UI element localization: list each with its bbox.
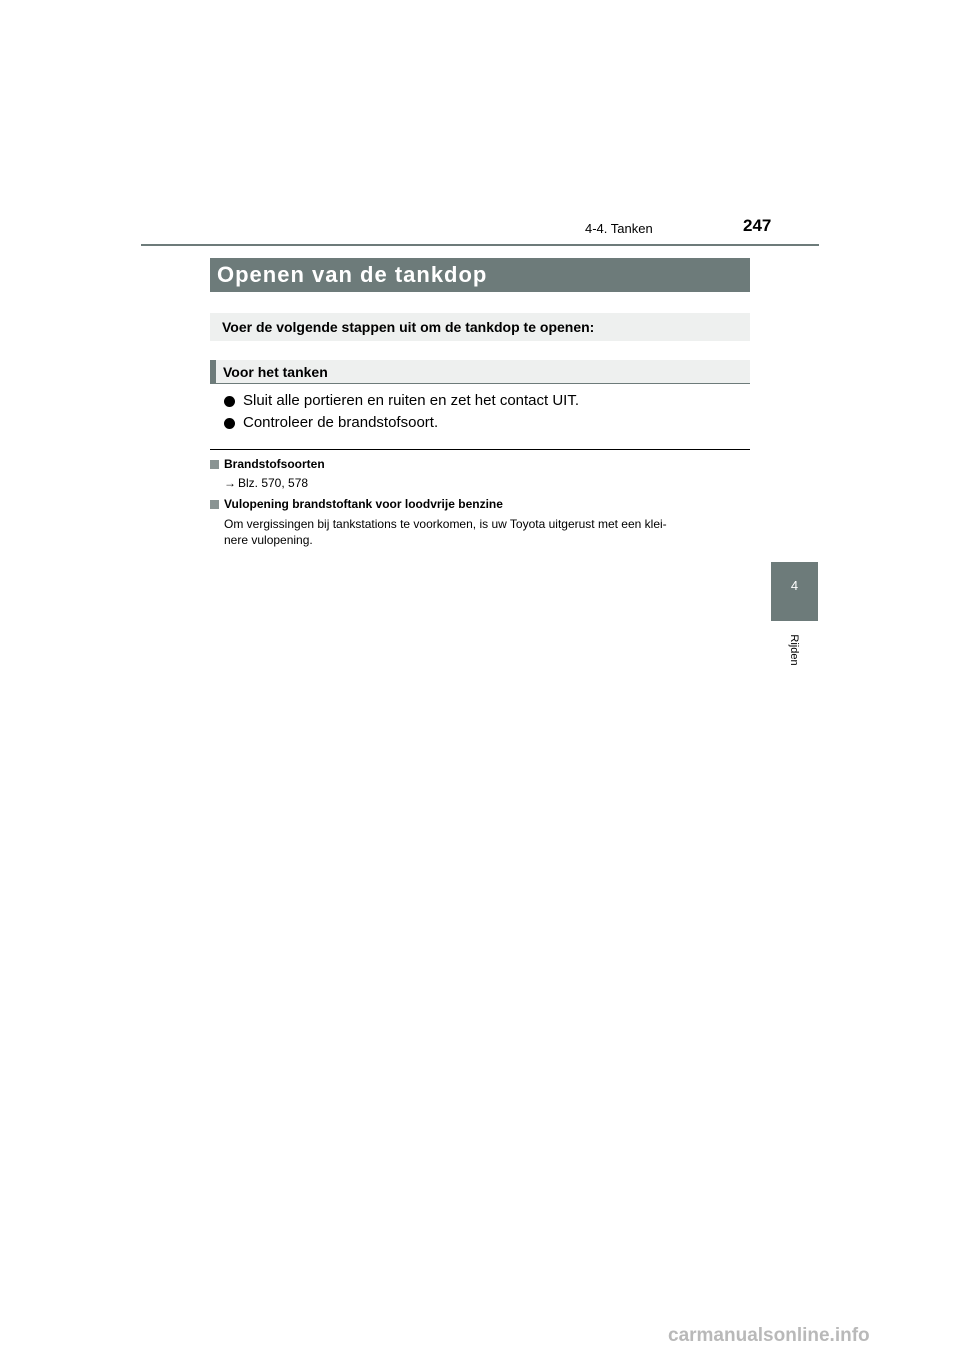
note-text [224,516,744,548]
bullet-icon [224,418,235,429]
arrow-right-icon: → [224,476,236,490]
watermark: carmanualsonline.info [668,1325,870,1346]
note-heading-text: Vulopening brandstoftank voor loodvrije benzine [224,497,503,511]
heading-accent-bar [210,360,216,384]
note-heading [210,496,503,512]
bullet-item [224,414,438,432]
page-reference: Blz. 570, 578 [238,476,309,490]
subsection-heading [210,360,750,384]
bullet-text: Sluit alle portieren en ruiten en zet het contact UIT. [243,392,580,409]
chapter-label: Rijden [788,634,800,666]
subsection-heading-text: Voor het tanken [223,364,328,380]
page-title: Openen van de tankdop [210,258,750,292]
bullet-icon [224,396,235,407]
section-divider [210,449,750,450]
header-rule [141,244,819,246]
chapter-tab: 4 [771,562,818,621]
intro-box: Voer de volgende stappen uit om de tankdop te openen: [210,313,750,341]
page-number: 247 [743,216,772,235]
section-label: 4-4. Tanken [585,221,653,236]
note-heading-text: Brandstofsoorten [224,457,325,471]
square-bullet-icon [210,500,219,509]
note-heading [210,456,325,472]
note-text-line: nere vulopening. [224,533,313,547]
square-bullet-icon [210,460,219,469]
bullet-text: Controleer de brandstofsoort. [243,414,439,431]
bullet-item [224,392,579,410]
note-text [224,475,308,491]
note-text-line: Om vergissingen bij tankstations te voorkomen, is uw Toyota uitgerust met een klei- [224,517,667,531]
